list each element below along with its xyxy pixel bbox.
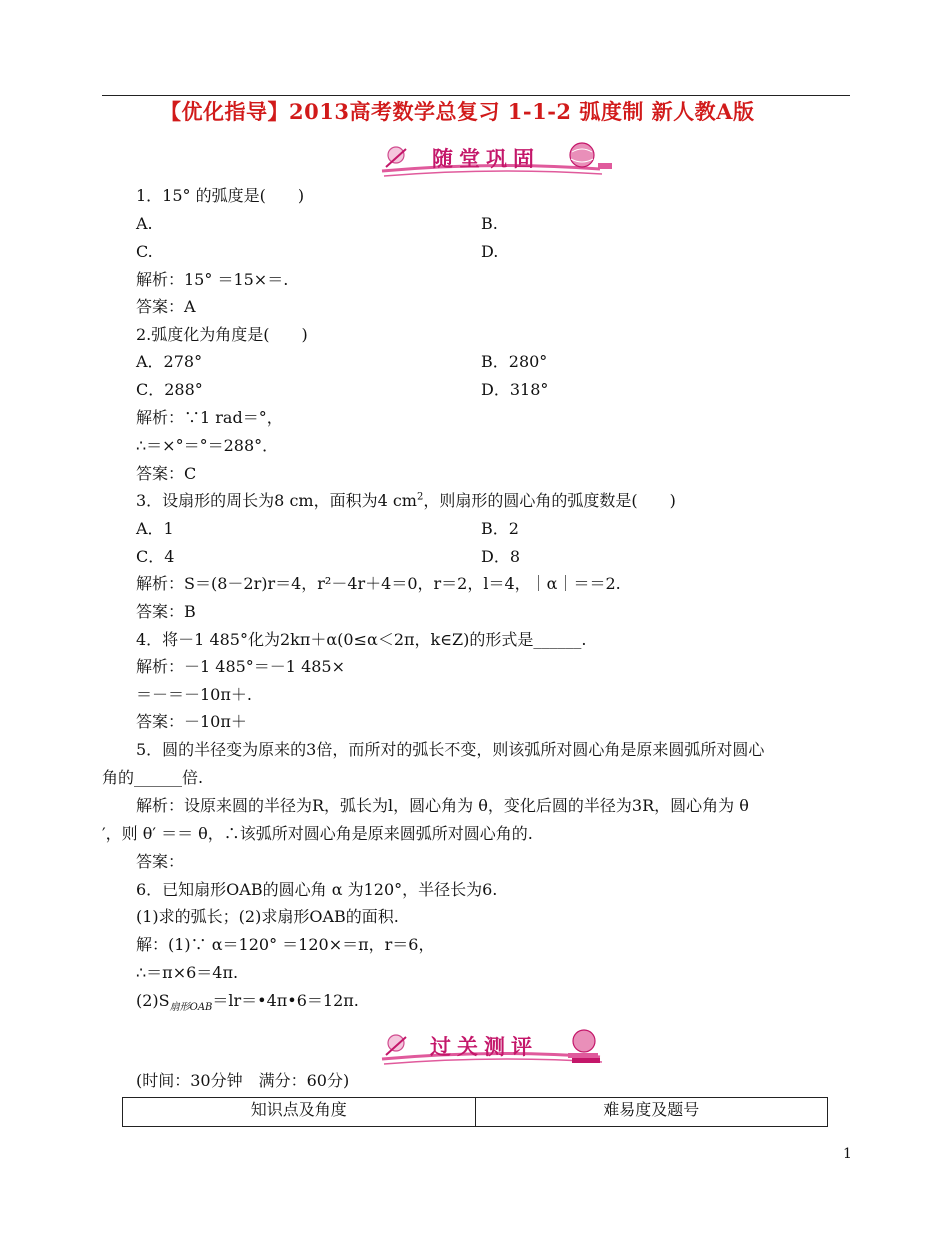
q1-solution: 解析：15° ＝15×＝. (136, 270, 289, 289)
q3-stem-superscript: 2 (416, 491, 424, 503)
q3-stem-post: ，则扇形的圆心角的弧度数是( ) (423, 491, 676, 510)
q3-option-d: D．8 (481, 547, 521, 566)
practice-section-banner (372, 137, 617, 181)
q5-solution-line2: ′，则 θ′ ＝＝ θ，∴该弧所对圆心角是原来圆弧所对圆心角的. (102, 824, 533, 843)
q6-solution-line3-subscript: 扇形OAB (169, 1002, 213, 1014)
q6-solution-line1: 解：(1)∵ α＝120° ＝120×＝π，r＝6， (136, 935, 435, 954)
q6-solution-line3-pre: (2)S (136, 991, 170, 1010)
q3-option-c: C．4 (136, 547, 175, 566)
q1-answer: 答案：A (136, 297, 196, 316)
q6-solution-line3 (136, 991, 359, 1014)
q1-option-d: D. (481, 242, 499, 261)
q2-option-c: C．288° (136, 380, 203, 399)
q3-answer: 答案：B (136, 602, 196, 621)
q6-solution-line2: ∴＝π×6＝4π. (136, 963, 239, 982)
q5-answer: 答案： (136, 852, 185, 871)
document-title: 【优化指导】2013高考数学总复习 1-1-2 弧度制 新人教A版 (160, 99, 755, 124)
q3-stem-pre: 3．设扇形的周长为8 cm，面积为4 cm (136, 491, 417, 510)
q2-option-d: D．318° (481, 380, 549, 399)
q3-option-b: B．2 (481, 519, 519, 538)
q2-solution-line1: 解析：∵1 rad＝°， (136, 408, 283, 427)
test-section-title: 过关测评 (430, 1034, 538, 1059)
q6-parts: (1)求的弧长；(2)求扇形OAB的面积. (136, 907, 399, 926)
q2-solution-line2: ∴＝×°＝°＝288°． (136, 436, 279, 455)
q1-option-c: C. (136, 242, 153, 261)
q2-answer: 答案：C (136, 464, 197, 483)
q4-answer: 答案：－10π＋ (136, 712, 247, 731)
q2-option-a: A．278° (136, 352, 203, 371)
q2-stem: 2.弧度化为角度是( ) (136, 325, 308, 344)
q4-solution-line2: ＝－＝－10π＋. (136, 685, 252, 704)
q4-solution-line1: 解析：－1 485°＝－1 485× (136, 657, 346, 676)
q1-option-a: A. (136, 214, 153, 233)
page-number: 1 (843, 1146, 852, 1162)
q6-solution-line3-post: ＝lr＝•4π•6＝12π. (212, 991, 359, 1010)
q3-option-a: A．1 (136, 519, 174, 538)
q5-stem-line2: 角的______倍. (102, 768, 204, 787)
table-header-difficulty: 难易度及题号 (475, 1098, 828, 1126)
practice-section-title: 随堂巩固 (432, 146, 540, 171)
q6-stem: 6．已知扇形OAB的圆心角 α 为120°，半径长为6. (136, 880, 498, 899)
q5-stem-line1: 5．圆的半径变为原来的3倍，而所对的弧长不变，则该弧所对圆心角是原来圆弧所对圆心 (136, 740, 765, 759)
q3-solution: 解析：S＝(8－2r)r＝4，r²－4r＋4＝0，r＝2，l＝4，｜α｜＝＝2. (136, 574, 621, 593)
table-header-knowledge: 知识点及角度 (250, 1100, 347, 1119)
q3-stem (136, 491, 676, 511)
q5-solution-line1: 解析：设原来圆的半径为R，弧长为l，圆心角为 θ，变化后圆的半径为3R，圆心角为 θ (136, 796, 749, 815)
knowledge-table (122, 1097, 828, 1127)
test-section-banner (372, 1025, 617, 1069)
test-meta: (时间：30分钟 满分：60分) (136, 1071, 350, 1090)
q1-option-b: B. (481, 214, 498, 233)
q2-option-b: B．280° (481, 352, 548, 371)
q1-stem: 1．15° 的弧度是( ) (136, 186, 305, 205)
q4-stem: 4．将－1 485°化为2kπ＋α(0≤α＜2π，k∈Z)的形式是______. (136, 630, 587, 649)
